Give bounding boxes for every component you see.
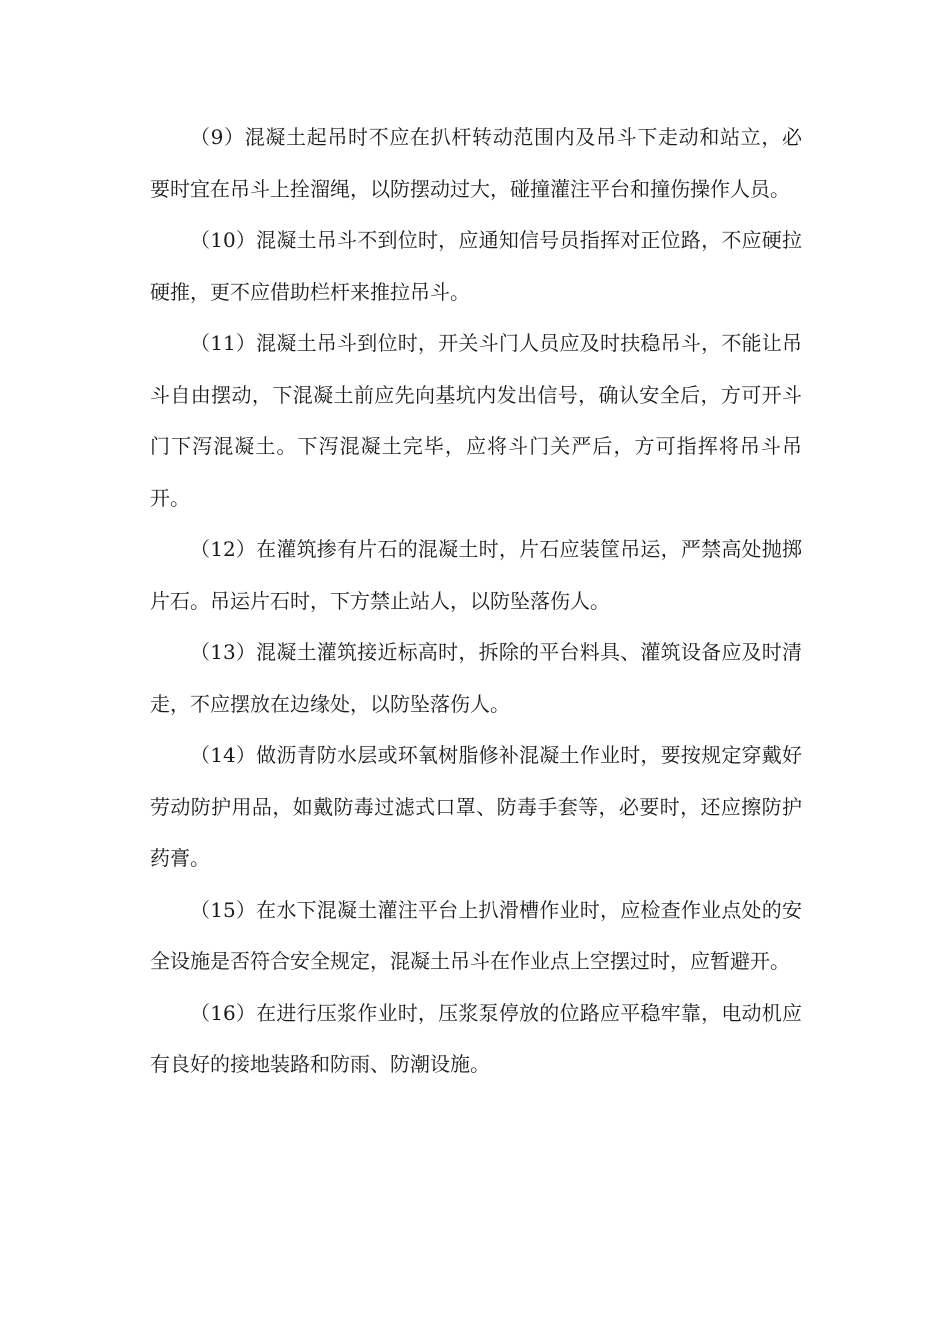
paragraph-item-11: （11）混凝土吊斗到位时，开关斗门人员应及时扶稳吊斗，不能让吊斗自由摆动，下混凝土前应先向基坑内发出信号，确认安全后，方可开斗门下泻混凝土。下泻混凝土完毕，应将斗门关严后，方可指挥将吊斗吊开。 [150,331,802,510]
document-body [150,112,802,1091]
paragraph-item-13: （13）混凝土灌筑接近标高时，拆除的平台料具、灌筑设备应及时清走，不应摆放在边缘处，以防坠落伤人。 [150,640,802,716]
paragraph-item-16: （16）在进行压浆作业时，压浆泵停放的位路应平稳牢靠，电动机应有良好的接地装路和防雨、防潮设施。 [150,1000,802,1076]
paragraph-item-10: （10）混凝土吊斗不到位时，应通知信号员指挥对正位路，不应硬拉硬推，更不应借助栏杆来推拉吊斗。 [150,228,802,304]
paragraph-item-12: （12）在灌筑掺有片石的混凝土时，片石应装筐吊运，严禁高处抛掷片石。吊运片石时，下方禁止站人，以防坠落伤人。 [150,537,802,613]
paragraph-item-14: （14）做沥青防水层或环氧树脂修补混凝土作业时，要按规定穿戴好劳动防护用品，如戴防毒过滤式口罩、防毒手套等，必要时，还应擦防护药膏。 [150,743,802,870]
paragraph-item-9: （9）混凝土起吊时不应在扒杆转动范围内及吊斗下走动和站立，必要时宜在吊斗上拴溜绳，以防摆动过大，碰撞灌注平台和撞伤操作人员。 [150,125,802,201]
paragraph-item-15: （15）在水下混凝土灌注平台上扒滑槽作业时，应检查作业点处的安全设施是否符合安全规定，混凝土吊斗在作业点上空摆过时，应暂避开。 [150,897,802,973]
